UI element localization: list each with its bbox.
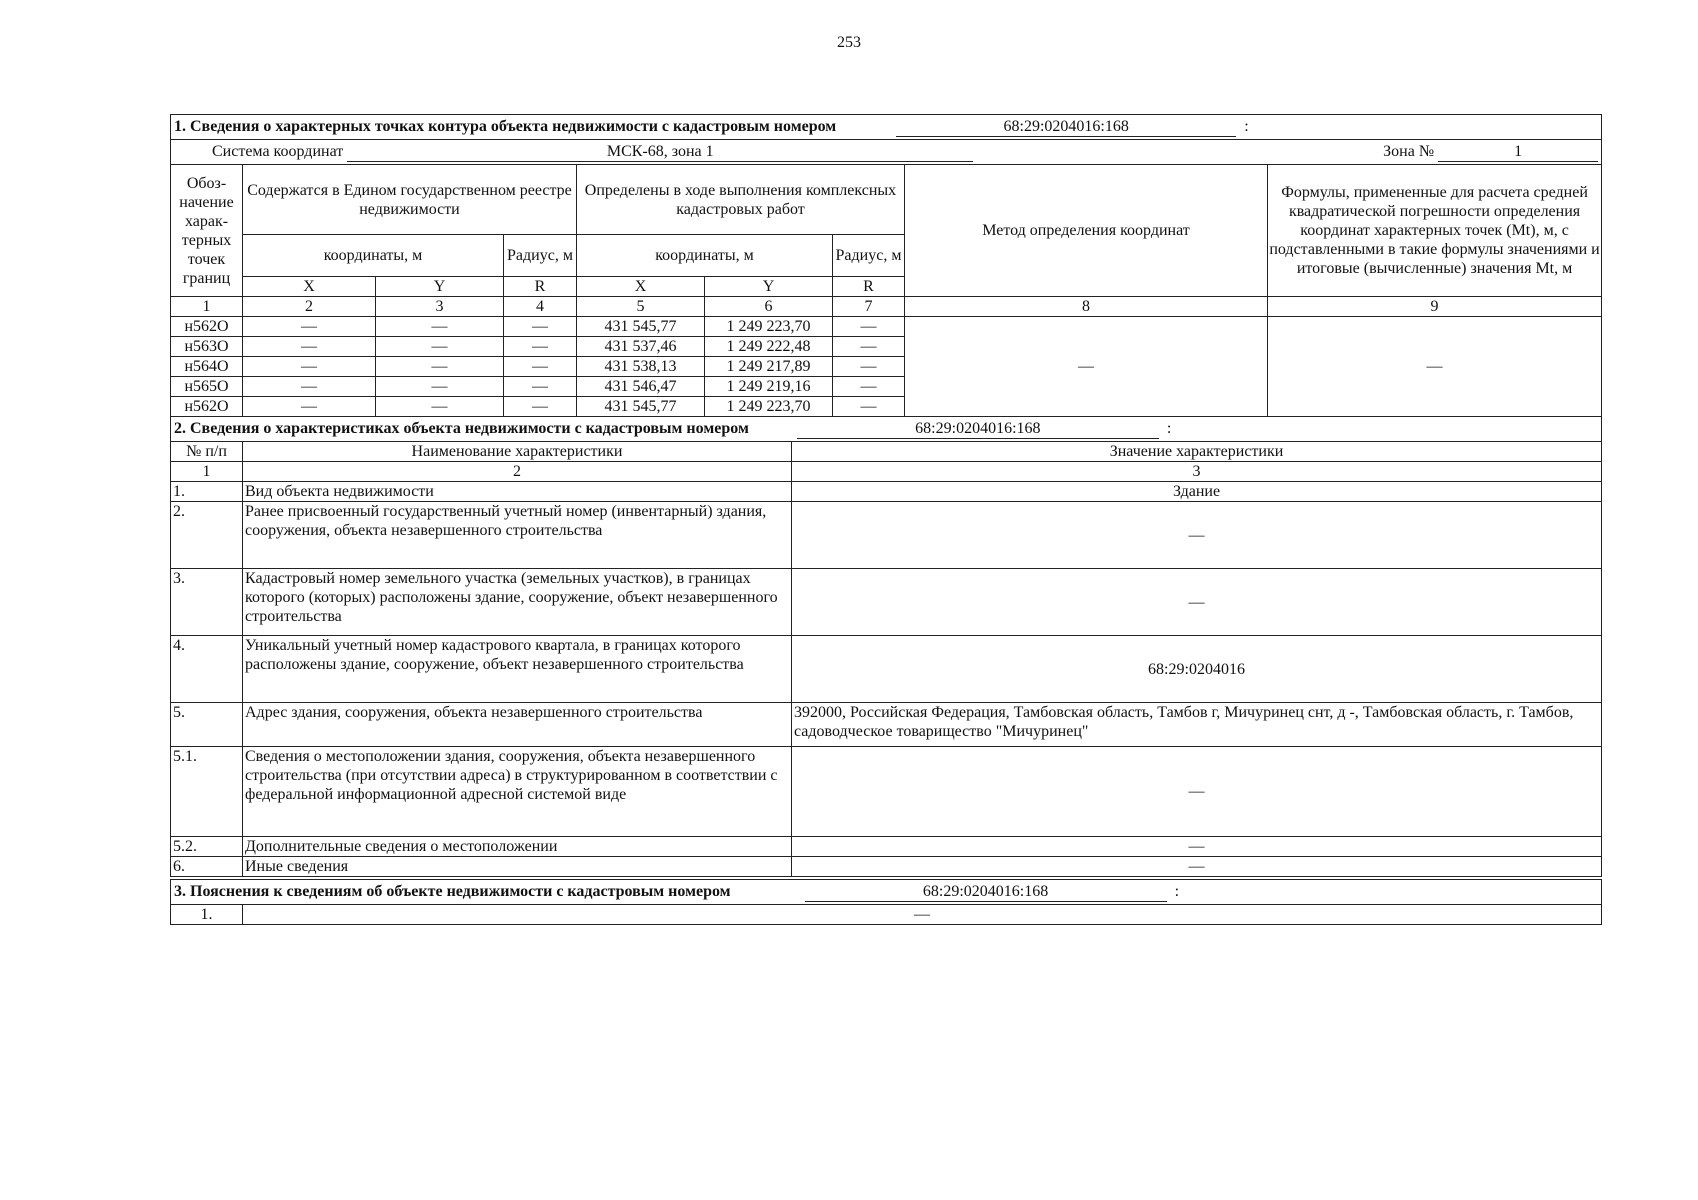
col-number: 9 xyxy=(1268,297,1602,317)
y-complex: 1 249 222,48 xyxy=(705,337,833,357)
x-egrn: — xyxy=(243,357,376,377)
row-num: 1. xyxy=(171,482,243,502)
x-complex: 431 545,77 xyxy=(577,397,705,417)
header-value: Значение характеристики xyxy=(792,442,1602,462)
y-egrn: — xyxy=(376,377,504,397)
x-complex: 431 546,47 xyxy=(577,377,705,397)
x-egrn: — xyxy=(243,397,376,417)
header-r-egrn: R xyxy=(504,277,577,297)
coord-system-value: МСК-68, зона 1 xyxy=(347,142,973,162)
point-name: н564О xyxy=(171,357,243,377)
row-num: 1. xyxy=(171,905,243,925)
coord-system-row xyxy=(171,140,1602,165)
section2-title-row xyxy=(171,417,1602,442)
point-name: н562О xyxy=(171,397,243,417)
y-egrn: — xyxy=(376,397,504,417)
section2-table xyxy=(170,416,1602,877)
table-row xyxy=(171,636,1602,703)
x-egrn: — xyxy=(243,317,376,337)
r-egrn: — xyxy=(504,377,577,397)
col-number: 7 xyxy=(833,297,905,317)
header-name: Наименование характеристики xyxy=(243,442,792,462)
section1-colon: : xyxy=(1244,118,1249,135)
y-complex: 1 249 223,70 xyxy=(705,317,833,337)
column-number-row xyxy=(171,462,1602,482)
row-name: Иные сведения xyxy=(243,857,792,877)
y-complex: 1 249 219,16 xyxy=(705,377,833,397)
y-egrn: — xyxy=(376,357,504,377)
header-radius-egrn: Радиус, м xyxy=(504,235,577,277)
col-number: 2 xyxy=(243,462,792,482)
table-row xyxy=(171,837,1602,857)
section1-title: 1. Сведения о характерных точках контура объекта недвижимости с кадастровым номером xyxy=(174,118,837,135)
zone-value: 1 xyxy=(1438,142,1598,162)
header-designation: Обоз-начение харак-терных точек границ xyxy=(171,165,243,297)
header-y-complex: Y xyxy=(705,277,833,297)
col-number: 8 xyxy=(905,297,1268,317)
r-complex: — xyxy=(833,377,905,397)
coord-system-label: Система координат xyxy=(212,143,344,160)
y-egrn: — xyxy=(376,317,504,337)
x-complex: 431 537,46 xyxy=(577,337,705,357)
method-value: — xyxy=(905,317,1268,417)
x-egrn: — xyxy=(243,377,376,397)
header-method: Метод определения координат xyxy=(905,165,1268,297)
row-name: Кадастровый номер земельного участка (земельных участков), в границах которого (которых) расположены здание, сооружение, объект незавершенного строительства xyxy=(243,569,792,636)
table-row xyxy=(171,747,1602,837)
row-name: Вид объекта недвижимости xyxy=(243,482,792,502)
section1-table xyxy=(170,114,1602,417)
r-egrn: — xyxy=(504,397,577,417)
header-r-complex: R xyxy=(833,277,905,297)
header-radius-complex: Радиус, м xyxy=(833,235,905,277)
row-name: Ранее присвоенный государственный учетный номер (инвентарный) здания, сооружения, объекта незавершенного строительства xyxy=(243,502,792,569)
col-number: 3 xyxy=(792,462,1602,482)
header-complex: Определены в ходе выполнения комплексных кадастровых работ xyxy=(577,165,905,235)
row-name: Дополнительные сведения о местоположении xyxy=(243,837,792,857)
zone-label: Зона № xyxy=(1383,143,1435,160)
r-complex: — xyxy=(833,357,905,377)
row-value: Здание xyxy=(792,482,1602,502)
page-number: 253 xyxy=(837,34,861,51)
col-number: 4 xyxy=(504,297,577,317)
row-name: Адрес здания, сооружения, объекта незавершенного строительства xyxy=(243,703,792,747)
col-number: 1 xyxy=(171,462,243,482)
row-value: — xyxy=(792,837,1602,857)
row-value: 68:29:0204016 xyxy=(792,636,1602,703)
row-num: 2. xyxy=(171,502,243,569)
section3-table xyxy=(170,879,1602,925)
row-value: — xyxy=(792,502,1602,569)
header-coords-complex: координаты, м xyxy=(577,235,833,277)
section3-title: 3. Пояснения к сведениям об объекте недвижимости с кадастровым номером xyxy=(174,883,731,900)
point-name: н565О xyxy=(171,377,243,397)
row-num: 5. xyxy=(171,703,243,747)
section1-cadastral-number: 68:29:0204016:168 xyxy=(896,117,1236,137)
row-value: — xyxy=(792,857,1602,877)
row-num: 6. xyxy=(171,857,243,877)
row-num: 5.1. xyxy=(171,747,243,837)
r-complex: — xyxy=(833,337,905,357)
section3-title-row xyxy=(171,880,1602,905)
row-num: 5.2. xyxy=(171,837,243,857)
r-complex: — xyxy=(833,397,905,417)
table-row xyxy=(171,482,1602,502)
header-x-egrn: X xyxy=(243,277,376,297)
header-egrn: Содержатся в Едином государственном реестре недвижимости xyxy=(243,165,577,235)
x-complex: 431 545,77 xyxy=(577,317,705,337)
r-complex: — xyxy=(833,317,905,337)
y-complex: 1 249 217,89 xyxy=(705,357,833,377)
row-name: Сведения о местоположении здания, сооружения, объекта незавершенного строительства (при отсутствии адреса) в структурированном в соответствии с федеральной информационной адресной системой виде xyxy=(243,747,792,837)
table-row xyxy=(171,857,1602,877)
table-row xyxy=(171,569,1602,636)
r-egrn: — xyxy=(504,337,577,357)
table-row xyxy=(171,905,1602,925)
col-number: 6 xyxy=(705,297,833,317)
row-value: — xyxy=(792,747,1602,837)
col-number: 1 xyxy=(171,297,243,317)
section2-colon: : xyxy=(1166,420,1172,437)
y-complex: 1 249 223,70 xyxy=(705,397,833,417)
x-complex: 431 538,13 xyxy=(577,357,705,377)
section3-colon: : xyxy=(1174,883,1180,900)
row-name: Уникальный учетный номер кадастрового квартала, в границах которого расположены здание, сооружение, объект незавершенного строительства xyxy=(243,636,792,703)
section2-cadastral-number: 68:29:0204016:168 xyxy=(797,419,1159,439)
header-y-egrn: Y xyxy=(376,277,504,297)
col-number: 3 xyxy=(376,297,504,317)
row-value: 392000, Российская Федерация, Тамбовская область, Тамбов г, Мичуринец снт, д -, Тамбовская область, г. Тамбов, садоводческое товарищество "Мичуринец" xyxy=(792,703,1602,747)
table-row xyxy=(171,317,1602,337)
y-egrn: — xyxy=(376,337,504,357)
row-num: 3. xyxy=(171,569,243,636)
header-coords-egrn: координаты, м xyxy=(243,235,504,277)
table-row xyxy=(171,703,1602,747)
section3-cadastral-number: 68:29:0204016:168 xyxy=(805,882,1167,902)
column-number-row xyxy=(171,297,1602,317)
section1-title-row xyxy=(171,115,1602,140)
r-egrn: — xyxy=(504,357,577,377)
header-formulas: Формулы, примененные для расчета средней квадратической погрешности определения координат характерных точек (Mt), м, с подставленными в такие формулы значениями и итоговые (вычисленные) значения Mt, м xyxy=(1268,165,1602,297)
col-number: 5 xyxy=(577,297,705,317)
section2-title: 2. Сведения о характеристиках объекта недвижимости с кадастровым номером xyxy=(174,420,749,437)
formula-value: — xyxy=(1268,317,1602,417)
point-name: н563О xyxy=(171,337,243,357)
row-value: — xyxy=(792,569,1602,636)
r-egrn: — xyxy=(504,317,577,337)
table-row xyxy=(171,502,1602,569)
row-value: — xyxy=(243,905,1602,925)
row-num: 4. xyxy=(171,636,243,703)
x-egrn: — xyxy=(243,337,376,357)
point-name: н562О xyxy=(171,317,243,337)
col-number: 2 xyxy=(243,297,376,317)
header-num: № п/п xyxy=(171,442,243,462)
header-x-complex: X xyxy=(577,277,705,297)
